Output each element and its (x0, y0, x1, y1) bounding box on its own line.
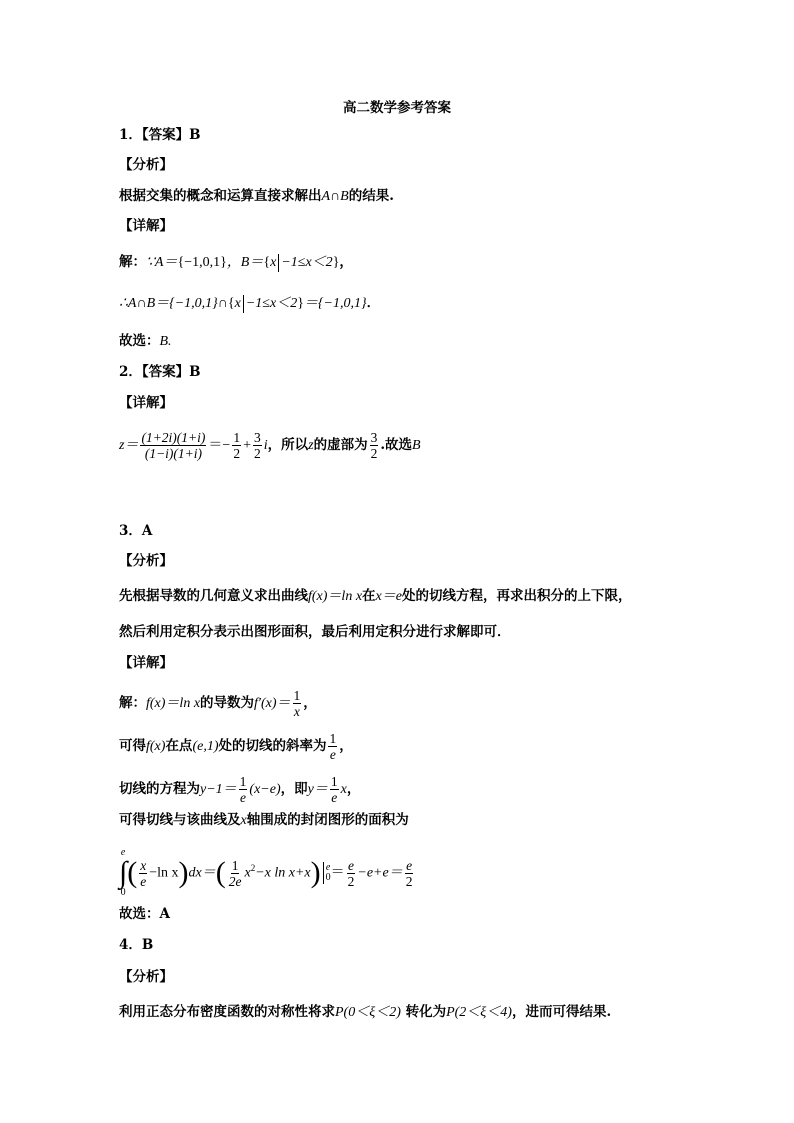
q2-text3: .故选 (380, 437, 413, 453)
q3-answer-line: 3．A (119, 523, 153, 539)
q3-d2-c: 处的切线的斜率为 (218, 738, 327, 754)
q4-analysis-label: 【分析】 (119, 969, 173, 985)
q1-analysis (119, 186, 394, 207)
q1-answer-line (119, 125, 201, 145)
q3-d3-a: 切线的方程为 (119, 781, 200, 797)
q3-d2: 可得f(x)在点(e,1)处的切线的斜率为 $\frac{1}{e}$ ， (119, 731, 353, 762)
q1-analysis-end: 的结果. (348, 188, 394, 204)
integral-sign: e ∫ 0 (119, 847, 128, 898)
q2-text2: 的虚部为 (313, 437, 368, 453)
q4-answer-line: 4．B (119, 937, 154, 953)
q4-analysis-c: ，进而可得结果. (511, 1004, 612, 1020)
q3-d1-a: f(x)＝ln x (146, 696, 201, 711)
q1-eq2-cond: −1≤x＜2 (245, 296, 298, 311)
q1-choose-value: B. (159, 334, 172, 349)
q2-answer: B (189, 364, 201, 380)
q3-analysis1 (119, 586, 631, 607)
q3-analysis1-f: f(x)＝ln x (308, 589, 363, 604)
q1-eq1-end: ， (339, 254, 353, 270)
q3-d4-b: 轴围成的封闭图形的面积为 (246, 812, 409, 828)
q2-i: i (263, 438, 268, 453)
q3-detail-label: 【详解】 (119, 655, 173, 671)
q1-detail-label: 【详解】 (119, 218, 173, 234)
q3-analysis1-a: 先根据导数的几何意义求出曲线 (119, 588, 308, 604)
page-title: 高二数学参考答案 (343, 100, 451, 116)
answer-label: 【答案】 (141, 364, 190, 380)
q3-d4-a: 可得切线与该曲线及 (119, 812, 241, 828)
q2-text1: ，所以 (267, 437, 309, 453)
q3-d2-p: (e,1) (192, 739, 219, 754)
q1-eq2: ∴A∩B＝{−1,0,1}∩{x −1≤x＜2}＝{−1,0,1}． (119, 295, 381, 311)
q3-d3: 切线的方程为y−1＝ $\frac{1}{e}$ (x−e)，即y＝ $\frac{1}{e}$ x， (119, 774, 361, 805)
q3-d2-b: 在点 (165, 738, 193, 754)
q3-d2-end: ， (339, 738, 353, 754)
q3-int-rest2: −x ln x+x (255, 865, 311, 881)
q3-int-mid: −e+e＝ (357, 865, 403, 881)
q3-choose-value: A (159, 906, 170, 922)
q3-d1-b: 的导数为 (200, 695, 255, 711)
q3-d3-b: (x−e) (249, 782, 281, 797)
q2-fraction: $\frac{(1+2i)(1+i)}{(1-i)(1+i)}$ (141, 430, 206, 461)
q4-analysis (119, 1002, 611, 1023)
q3-d4-x: x (240, 813, 247, 828)
q1-answer: B (189, 127, 201, 143)
q3-choose (119, 904, 170, 924)
q2-final: B (412, 438, 421, 453)
solve-label: 解： (119, 695, 146, 711)
q3-analysis1-b: 在 (362, 588, 376, 604)
choose-label: 故选： (119, 333, 160, 349)
q3-analysis-label: 【分析】 (119, 553, 173, 569)
q3-d3-c: ，即 (280, 781, 308, 797)
q1-eq1: 解：∵A＝{−1,0,1}，B＝{x −1≤x＜2}， (119, 254, 353, 270)
solve-label: 解： (119, 254, 146, 270)
q4-p1: P(0＜ξ＜2) (335, 1005, 401, 1020)
q2-z: z＝ (119, 438, 139, 453)
q1-eq2-end: ． (366, 295, 381, 311)
q3-d3-end: ， (346, 781, 361, 797)
q4-analysis-a: 利用正态分布密度函数的对称性将求 (119, 1004, 335, 1020)
q1-eq1-b: ，B＝ (226, 255, 264, 270)
q3-d3-y: y−1＝ (200, 782, 237, 797)
q3-d1: 解：f(x)＝ln x的导数为f′(x)＝ $\frac{1}{x}$ ， (119, 688, 317, 719)
q4-p2: P(2＜ξ＜4) (446, 1005, 512, 1020)
q3-d4 (119, 810, 409, 831)
q3-int-sq: 2 (250, 863, 256, 873)
q1-eq2-var: x (234, 296, 241, 311)
choose-label: 故选： (119, 906, 160, 922)
q3-d3-x: x (340, 782, 347, 797)
q3-d1-end: ， (303, 695, 317, 711)
q2-number: 2． (119, 364, 142, 380)
q1-choose (119, 331, 172, 352)
q2-equation: z＝ $\frac{(1+2i)(1+i)}{(1-i)(1+i)}$ ＝− $\frac{1}{2}$ + $\frac{3}{2}$ i，所以z的虚部为 $\frac{3}{2}$ .故选B (119, 430, 421, 461)
q2-detail-label: 【详解】 (119, 395, 173, 411)
q1-eq1-var: x (270, 255, 277, 270)
q3-d2-f: f(x) (146, 739, 166, 754)
answer-label: 【答案】 (141, 127, 190, 143)
q2-eq: ＝− (208, 438, 231, 453)
q3-integral: e ∫ 0 ( $\frac{x}{e}$ −ln x)dx＝( $\frac{1}{2e}$ $x^2-x$ ln x+x) e 0 ＝ $\frac{e}{2}$ −e+e＝ $\frac{e}{2}$ (119, 847, 413, 898)
q1-eq1-set: {−1,0,1} (177, 255, 227, 270)
q3-int-dx: dx＝ (188, 865, 216, 881)
q1-eq2-a: ∴A∩B＝{−1,0,1}∩ (119, 296, 228, 311)
q1-eq1-a: ∵A＝ (146, 255, 178, 270)
q3-analysis1-c: 处的切线方程，再求出积分的上下限， (401, 588, 632, 604)
q1-analysis-label: 【分析】 (119, 157, 173, 173)
q1-number: 1． (119, 127, 142, 143)
q2-answer-line (119, 362, 201, 382)
q1-eq2-b: ＝{−1,0,1} (303, 296, 367, 311)
q3-int-eq: ＝ (330, 865, 345, 881)
q2-plus: + (243, 438, 251, 453)
q3-int-rest: −ln x (149, 865, 179, 881)
q3-d2-a: 可得 (119, 738, 146, 754)
q3-d1-c: f′(x)＝ (254, 696, 291, 711)
q1-analysis-text: 根据交集的概念和运算直接求解出 (119, 188, 322, 204)
q2-zsym: z (308, 438, 314, 453)
q3-analysis1-x: x＝e (375, 589, 402, 604)
q3-d3-y2: y＝ (307, 782, 328, 797)
q4-analysis-b: 转化为 (405, 1004, 447, 1020)
q3-analysis2: 然后利用定积分表示出图形面积，最后利用定积分进行求解即可． (119, 624, 511, 640)
q1-eq1-cond: −1≤x＜2 (281, 255, 333, 270)
q1-analysis-math: A∩B (321, 189, 349, 204)
q3-int-x2: x (244, 865, 251, 881)
